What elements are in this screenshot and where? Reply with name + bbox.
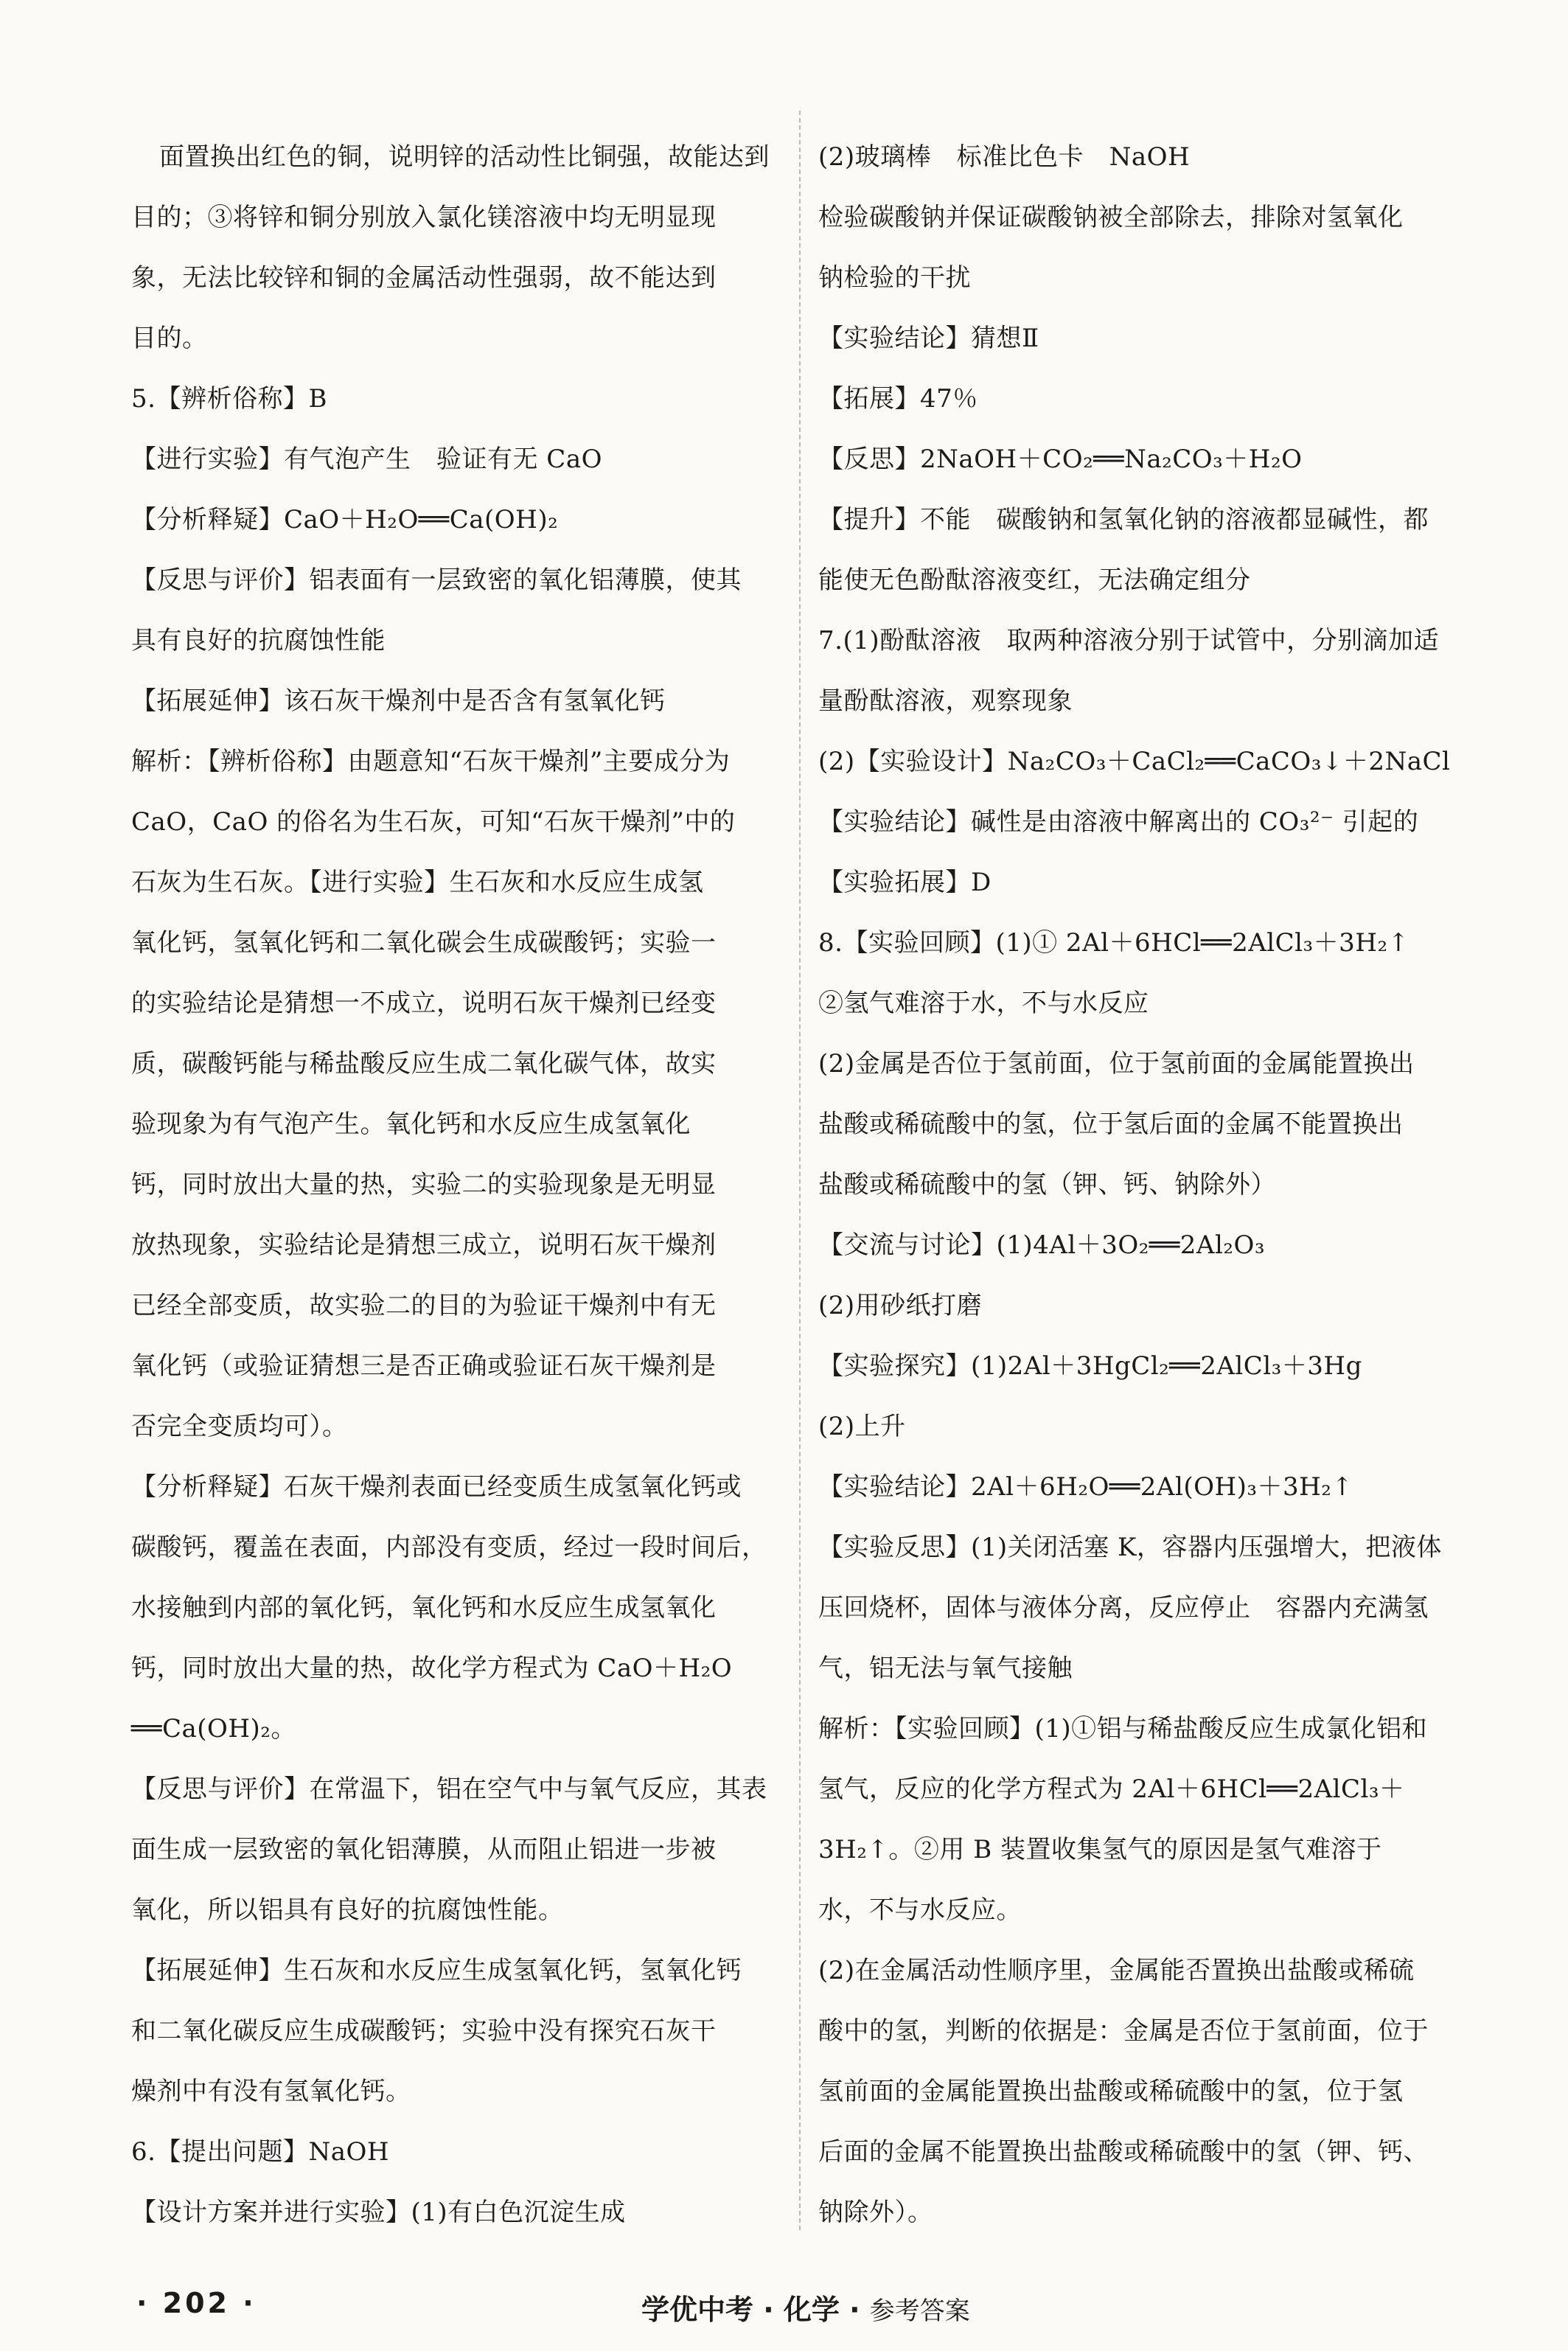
text-line: 面置换出红色的铜，说明锌的活动性比铜强，故能达到	[159, 142, 770, 172]
text-line: 水，不与水反应。	[818, 1895, 1022, 1925]
text-line: 碳酸钙，覆盖在表面，内部没有变质，经过一段时间后，	[131, 1533, 767, 1562]
text-line: 石灰为生石灰。【进行实验】生石灰和水反应生成氢	[131, 868, 704, 897]
text-line: 【实验反思】(1)关闭活塞 K，容器内压强增大，把液体	[818, 1533, 1442, 1562]
text-line: 【反思与评价】铝表面有一层致密的氧化铝薄膜，使其	[131, 565, 742, 595]
text-line: 具有良好的抗腐蚀性能	[131, 626, 386, 655]
text-line: 氧化钙（或验证猜想三是否正确或验证石灰干燥剂是	[131, 1351, 717, 1381]
text-line: (2)上升	[818, 1412, 906, 1441]
text-line: 解析：【辨析俗称】由题意知“石灰干燥剂”主要成分为	[131, 747, 731, 776]
text-line: 钙，同时放出大量的热，实验二的实验现象是无明显	[131, 1170, 717, 1199]
text-line: 【分析释疑】CaO＋H₂O══Ca(OH)₂	[131, 505, 559, 534]
text-line: 【实验结论】猜想Ⅱ	[818, 324, 1039, 353]
text-line: 【拓展延伸】生石灰和水反应生成氢氧化钙，氢氧化钙	[131, 1956, 742, 1985]
text-line: 钠检验的干扰	[818, 263, 971, 293]
question-6-header: 6.【提出问题】NaOH	[131, 2137, 389, 2167]
text-line: 【反思】2NaOH＋CO₂══Na₂CO₃＋H₂O	[818, 445, 1303, 474]
text-line: 【拓展延伸】该石灰干燥剂中是否含有氢氧化钙	[131, 686, 666, 716]
text-line: 压回烧杯，固体与液体分离，反应停止 容器内充满氢	[818, 1593, 1429, 1623]
text-line: 盐酸或稀硫酸中的氢，位于氢后面的金属不能置换出	[818, 1110, 1404, 1139]
column-divider	[799, 111, 801, 2230]
text-line: 【实验结论】碱性是由溶液中解离出的 CO₃²⁻ 引起的	[818, 807, 1419, 837]
text-line: 酸中的氢，判断的依据是：金属是否位于氢前面，位于	[818, 2016, 1429, 2046]
text-line: 【实验拓展】D	[818, 868, 992, 897]
text-line: 放热现象，实验结论是猜想三成立，说明石灰干燥剂	[131, 1230, 717, 1260]
text-line: 氢前面的金属能置换出盐酸或稀硫酸中的氢，位于氢	[818, 2077, 1404, 2106]
text-line: 【进行实验】有气泡产生 验证有无 CaO	[131, 445, 602, 474]
text-line: 目的；③将锌和铜分别放入氯化镁溶液中均无明显现	[131, 203, 717, 232]
text-line: 【实验结论】2Al＋6H₂O══2Al(OH)₃＋3H₂↑	[818, 1472, 1353, 1502]
text-line: 检验碳酸钠并保证碳酸钠被全部除去，排除对氢氧化	[818, 203, 1404, 232]
text-line: 和二氧化碳反应生成碳酸钙；实验中没有探究石灰干	[131, 2016, 717, 2046]
text-line: 否完全变质均可）。	[131, 1412, 348, 1441]
text-line: (2)金属是否位于氢前面，位于氢前面的金属能置换出	[818, 1049, 1415, 1079]
text-line: 质，碳酸钙能与稀盐酸反应生成二氧化碳气体，故实	[131, 1049, 717, 1079]
text-line: (2)在金属活动性顺序里，金属能否置换出盐酸或稀硫	[818, 1956, 1415, 1985]
page-number: · 202 ·	[136, 2287, 257, 2319]
text-line: 验现象为有气泡产生。氧化钙和水反应生成氢氧化	[131, 1110, 691, 1139]
text-line: 水接触到内部的氧化钙，氧化钙和水反应生成氢氧化	[131, 1593, 717, 1623]
text-line: 氧化，所以铝具有良好的抗腐蚀性能。	[131, 1895, 564, 1925]
text-line: 【反思与评价】在常温下，铝在空气中与氧气反应，其表	[131, 1774, 767, 1804]
text-line: CaO，CaO 的俗名为生石灰，可知“石灰干燥剂”中的	[131, 807, 736, 837]
text-line: 能使无色酚酞溶液变红，无法确定组分	[818, 565, 1251, 595]
question-5-header: 5.【辨析俗称】B	[131, 384, 327, 414]
text-line: (2)玻璃棒 标准比色卡 NaOH	[818, 142, 1191, 172]
text-line: (2)【实验设计】Na₂CO₃＋CaCl₂══CaCO₃↓＋2NaCl	[818, 747, 1451, 776]
text-line: 象，无法比较锌和铜的金属活动性强弱，故不能达到	[131, 263, 717, 293]
text-line: 已经全部变质，故实验二的目的为验证干燥剂中有无	[131, 1291, 717, 1320]
text-line: 目的。	[131, 324, 208, 353]
question-7-header: 7.(1)酚酞溶液 取两种溶液分别于试管中，分别滴加适	[818, 626, 1440, 655]
footer-title	[641, 2287, 970, 2327]
footer-title-sub: 参考答案	[869, 2296, 970, 2326]
question-8-header: 8.【实验回顾】(1)① 2Al＋6HCl══2AlCl₃＋3H₂↑	[818, 928, 1410, 958]
text-line: 【设计方案并进行实验】(1)有白色沉淀生成	[131, 2198, 626, 2227]
text-line: 氧化钙，氢氧化钙和二氧化碳会生成碳酸钙；实验一	[131, 928, 717, 958]
text-line: ══Ca(OH)₂。	[131, 1714, 296, 1744]
text-line: 面生成一层致密的氧化铝薄膜，从而阻止铝进一步被	[131, 1835, 717, 1864]
text-line: 燥剂中有没有氢氧化钙。	[131, 2077, 411, 2106]
left-column	[131, 127, 778, 2243]
text-line: 盐酸或稀硫酸中的氢（钾、钙、钠除外）	[818, 1170, 1276, 1199]
text-line: 【实验探究】(1)2Al＋3HgCl₂══2AlCl₃＋3Hg	[818, 1351, 1362, 1381]
text-line: 气，铝无法与氧气接触	[818, 1654, 1073, 1683]
footer-title-main: 学优中考 · 化学 ·	[641, 2293, 870, 2326]
text-line: 【拓展】47％	[818, 384, 978, 414]
text-line: ②氢气难溶于水，不与水反应	[818, 989, 1149, 1018]
text-line: 量酚酞溶液，观察现象	[818, 686, 1073, 716]
text-line: 氢气，反应的化学方程式为 2Al＋6HCl══2AlCl₃＋	[818, 1774, 1405, 1804]
text-line: 后面的金属不能置换出盐酸或稀硫酸中的氢（钾、钙、	[818, 2137, 1429, 2167]
text-line: 钠除外）。	[818, 2198, 933, 2227]
text-line: 【提升】不能 碳酸钠和氢氧化钠的溶液都显碱性，都	[818, 505, 1429, 534]
text-line: 【交流与讨论】(1)4Al＋3O₂══2Al₂O₃	[818, 1230, 1265, 1260]
text-line: 钙，同时放出大量的热，故化学方程式为 CaO＋H₂O	[131, 1654, 733, 1683]
right-column	[818, 127, 1466, 2243]
text-line: 解析：【实验回顾】(1)①铝与稀盐酸反应生成氯化铝和	[818, 1714, 1428, 1744]
text-line: (2)用砂纸打磨	[818, 1291, 983, 1320]
text-line: 的实验结论是猜想一不成立，说明石灰干燥剂已经变	[131, 989, 717, 1018]
text-line: 【分析释疑】石灰干燥剂表面已经变质生成氢氧化钙或	[131, 1472, 742, 1502]
text-line: 3H₂↑。②用 B 装置收集氢气的原因是氢气难溶于	[818, 1835, 1382, 1864]
